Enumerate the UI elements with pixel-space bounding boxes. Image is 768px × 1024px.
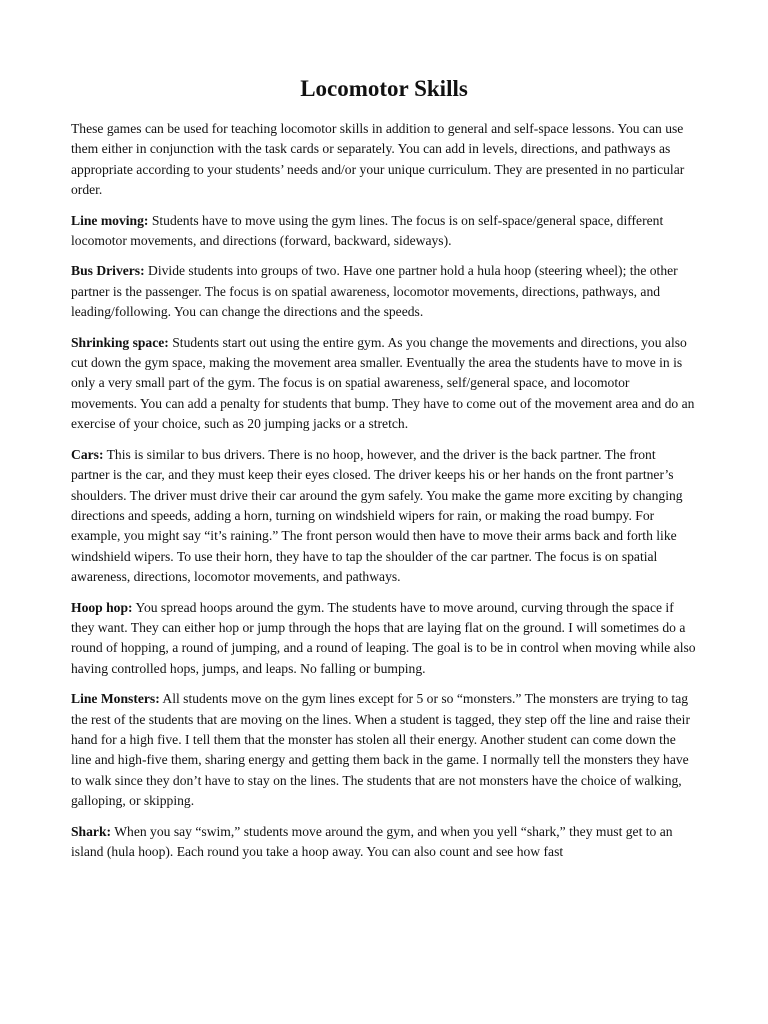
paragraph-text: You spread hoops around the gym. The students have to move around, curving through the space if they want. They can either hop or jump through the hops that are laying flat on the ground. I will sometimes do a round of hopping, a round of jumping, and a round of leaping. The goal is to be in control when moving while also having controlled hops, jumps, and leaps. No falling or bumping. [71, 599, 696, 676]
paragraph-line-moving [71, 211, 697, 252]
paragraph-label: Line moving: [71, 212, 149, 228]
paragraph-shark [71, 822, 697, 863]
paragraph-label: Shrinking space: [71, 334, 169, 350]
document-body [71, 119, 697, 872]
paragraph-label: Shark: [71, 823, 112, 839]
paragraph-text: This is similar to bus drivers. There is no hoop, however, and the driver is the back partner. The front partner is the car, and they must keep their eyes closed. The driver keeps his or her hands on the front partner’s shoulders. The driver must drive their car around the gym safely. You make the game more exciting by changing directions and speeds, adding a horn, turning on windshield wipers for rain, or making the road bumpy. For example, you might say “it’s raining.” The front person would then have to move their arms back and forth like windshield wipers. To use their horn, they have to tap the shoulder of the car partner. The focus is on spatial awareness, directions, locomotor movements, and pathways. [71, 446, 683, 585]
paragraph-label: Hoop hop: [71, 599, 133, 615]
paragraph-hoop-hop [71, 598, 697, 680]
paragraph-label: Bus Drivers: [71, 263, 145, 279]
paragraph-text: When you say “swim,” students move around the gym, and when you yell “shark,” they must get to an island (hula hoop). Each round you take a hoop away. You can also count and see how fast [71, 823, 673, 859]
paragraph-label: Cars: [71, 446, 104, 462]
paragraph-text: These games can be used for teaching locomotor skills in addition to general and self-space lessons. You can use them either in conjunction with the task cards or separately. You can add in levels, directions, and pathways as appropriate according to your students’ needs and/or your unique curriculum. They are presented in no particular order. [71, 121, 685, 198]
paragraph-shrinking-space [71, 333, 697, 435]
paragraph-label: Line Monsters: [71, 691, 160, 707]
paragraph-text: Students have to move using the gym lines. The focus is on self-space/general space, different locomotor movements, and directions (forward, backward, sideways). [71, 212, 664, 249]
paragraph-line-monsters [71, 689, 697, 811]
paragraph-intro [71, 119, 697, 201]
paragraph-text: All students move on the gym lines except for 5 or so “monsters.” The monsters are trying to tag the rest of the students that are moving on the lines. When a student is tagged, they step off the line and raise their hand for a high five. I tell them that the monster has stolen all their energy. Another student can come down the line and high-five them, sharing energy and getting them back in the game. I normally tell the monsters they have to walk since they don’t have to stay on the lines. The students that are not monsters have the choice of walking, galloping, or skipping. [71, 691, 690, 809]
paragraph-cars [71, 445, 697, 588]
page-title: Locomotor Skills [300, 76, 468, 101]
paragraph-text: Divide students into groups of two. Have one partner hold a hula hoop (steering wheel); the other partner is the passenger. The focus is on spatial awareness, locomotor movements, directions, pathways, and leading/following. You can change the directions and the speeds. [71, 263, 678, 320]
paragraph-bus-drivers [71, 261, 697, 322]
paragraph-text: Students start out using the entire gym. As you change the movements and directions, you also cut down the gym space, making the movement area smaller. Eventually the area the students have to move in is only a very small part of the gym. The focus is on spatial awareness, self/general space, and locomotor movements. You can add a penalty for students that bump. They have to come out of the movement area and do an exercise of your choice, such as 20 jumping jacks or a stretch. [71, 334, 695, 432]
